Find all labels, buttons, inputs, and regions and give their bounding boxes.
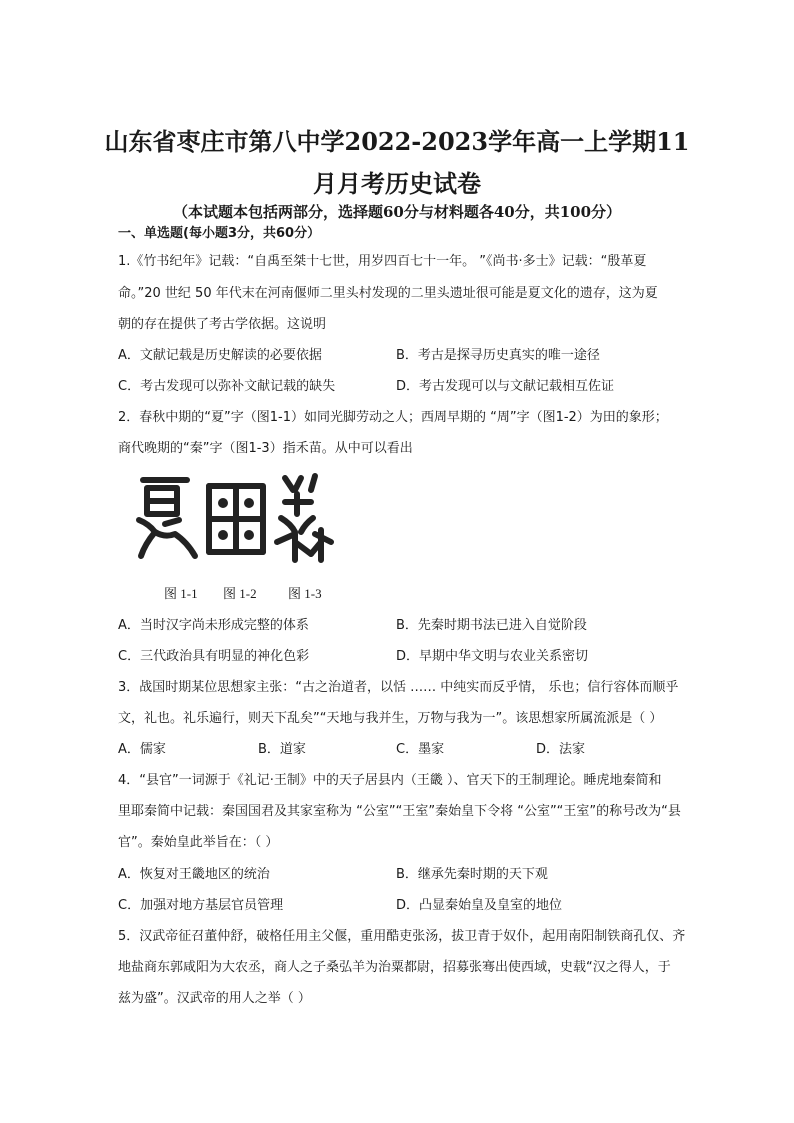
q4-line3: 官”。秦始皇此举旨在：（ ）	[118, 835, 279, 850]
xia-character-glyph	[139, 480, 195, 556]
q2-line1: 2．春秋中期的“夏”字（图1-1）如同光脚劳动之人；西周早期的 “周”字（图1-2）为田的象形；	[118, 410, 668, 425]
figure-caption-3: 图 1-3	[288, 586, 322, 601]
q1-line1: 1.《竹书纪年》记载：“自禹至桀十七世，用岁四百七十一年。 ”《尚书·多士》记载：“殷革夏	[118, 254, 647, 269]
q3-option-c: C．墨家	[396, 742, 445, 757]
q3-option-d: D．法家	[536, 742, 586, 757]
q1-option-d: D．考古发现可以与文献记载相互佐证	[396, 379, 615, 394]
q2-line2: 商代晚期的“秦”字（图1-3）指禾苗。从中可以看出	[118, 441, 413, 456]
q1-option-b: B．考古是探寻历史真实的唯一途径	[396, 348, 600, 363]
q5-line3: 兹为盛”。汉武帝的用人之举（ ）	[118, 991, 311, 1006]
q3-option-a: A．儒家	[118, 742, 166, 757]
q2-option-a: A．当时汉字尚未形成完整的体系	[118, 618, 309, 633]
exam-title-line2: 月月考历史试卷	[313, 169, 481, 198]
q1-option-c: C．考古发现可以弥补文献记载的缺失	[118, 379, 336, 394]
section-heading: 一、单选题(每小题3分，共60分）	[118, 226, 321, 241]
qin-character-glyph	[277, 476, 331, 560]
q3-option-b: B．道家	[258, 742, 306, 757]
q5-line2: 地盐商东郭咸阳为大农丞，商人之子桑弘羊为治粟都尉，招募张骞出使西域，史载“汉之得人，于	[118, 960, 671, 975]
q3-line1: 3．战国时期某位思想家主张：“古之治道者，以恬 …… 中纯实而反乎情， 乐也；信行容体而顺乎	[118, 680, 679, 695]
q4-option-a: A．恢复对王畿地区的统治	[118, 867, 270, 882]
q3-line2: 文，礼也。礼乐遍行，则天下乱矣”“天地与我并生，万物与我为一”。该思想家所属流派是（ ）	[118, 711, 663, 726]
figure-caption-1: 图 1-1	[164, 586, 198, 601]
q4-option-d: D．凸显秦始皇及皇室的地位	[396, 898, 563, 913]
q4-line2: 里耶秦简中记载：秦国国君及其家室称为 “公室”“王室”秦始皇下令将 “公室”“王室”的称号改为“县	[118, 804, 681, 819]
q2-option-d: D．早期中华文明与农业关系密切	[396, 649, 589, 664]
q2-option-c: C．三代政治具有明显的神化色彩	[118, 649, 310, 664]
q4-option-c: C．加强对地方基层官员管理	[118, 898, 284, 913]
exam-subtitle: （本试题本包括两部分，选择题60分与材料题各40分，共100分）	[172, 203, 622, 221]
q1-line3: 朝的存在提供了考古学依据。这说明	[118, 317, 327, 332]
ancient-characters-figure	[135, 472, 335, 564]
q2-option-b: B．先秦时期书法已进入自觉阶段	[396, 618, 587, 633]
q4-line1: 4．“县官”一词源于《礼记·王制》中的天子居县内（王畿 ）、官天下的王制理论。睡虎地秦简和	[118, 773, 662, 788]
q4-option-b: B．继承先秦时期的天下观	[396, 867, 548, 882]
q5-line1: 5．汉武帝征召董仲舒，破格任用主父偃，重用酷吏张汤，拔卫青于奴仆，起用南阳制铁商孔仅、齐	[118, 929, 686, 944]
exam-title-line1: 山东省枣庄市第八中学2022-2023学年高一上学期11	[104, 127, 690, 156]
figure-caption-2: 图 1-2	[223, 586, 257, 601]
q1-option-a: A．文献记载是历史解读的必要依据	[118, 348, 322, 363]
zhou-character-glyph	[209, 486, 263, 552]
q1-line2: 命。”20 世纪 50 年代末在河南偃师二里头村发现的二里头遗址很可能是夏文化的遗存，这为夏	[118, 286, 658, 301]
